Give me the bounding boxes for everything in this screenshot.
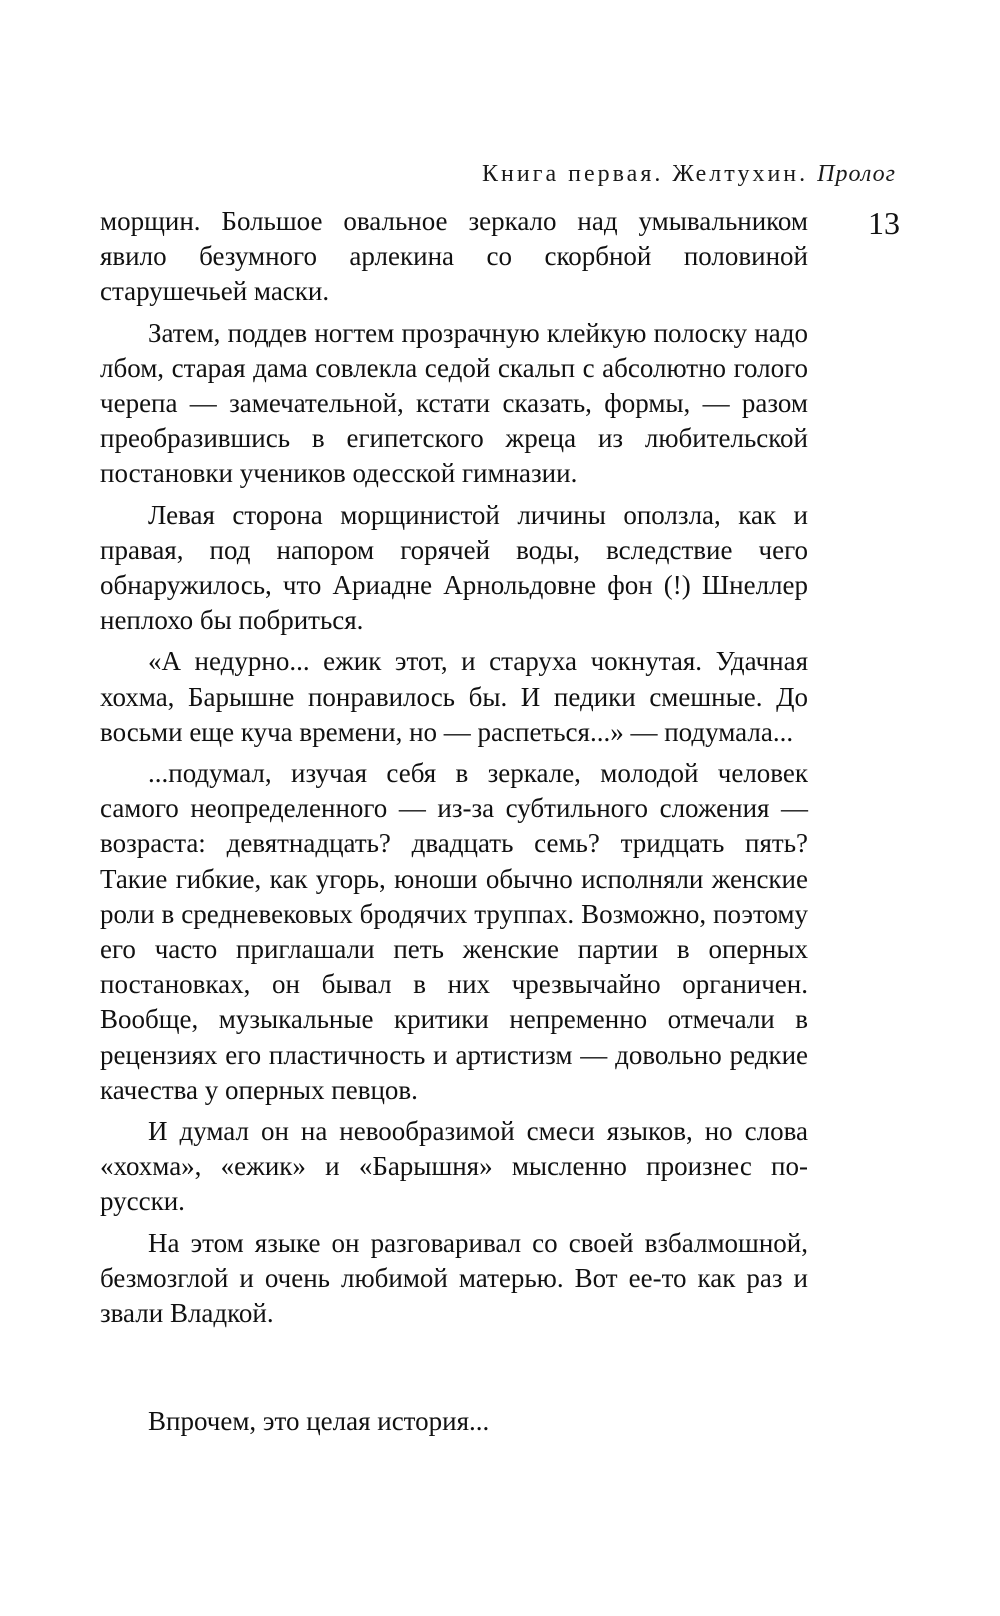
body-text — [100, 204, 808, 1337]
page-number: 13 — [868, 205, 900, 241]
paragraph: На этом языке он разговаривал со своей взбалмошной, безмозглой и очень любимой матерью. Вот ее-то как раз и звали Владкой. — [100, 1227, 808, 1329]
paragraph: морщин. Большое овальное зеркало над умывальником явило безумного арлекина со скорбной половиной старушечьей маски. — [100, 206, 808, 307]
running-head — [0, 158, 896, 190]
paragraph: Левая сторона морщинистой личины оползла, как и правая, под напором горячей воды, вследствие чего обнаружилось, что Ариадне Арнольдовне фон (!) Шнеллер неплохо бы побриться. — [100, 499, 808, 636]
running-head-title: Книга первая. Желтухин. — [481, 161, 809, 187]
paragraph: Затем, поддев ногтем прозрачную клейкую полоску надо лбом, старая дама совлекла седой скальп с абсолютно голого черепа — замечательной, кстати сказать, формы, — разом преобразившись в египетского жреца из любительской постановки учеников одесской гимназии. — [100, 317, 808, 489]
running-head-section: Пролог — [817, 161, 896, 187]
paragraph: ...подумал, изучая себя в зеркале, молодой человек самого неопределенного — из-за субтильного сложения — возраста: девятнадцать? двадцать семь? тридцать пять? Такие гибкие, как угорь, юноши обычно исполняли женские роли в средневековых бродячих труппах. Возможно, поэтому его часто приглашали петь женские партии в оперных постановках, он бывал в них чрезвычайно органичен. Вообще, музыкальные критики непременно отмечали в рецензиях его пластичность и артистизм — довольно редкие качества у оперных певцов. — [100, 758, 808, 1105]
closing-line: Впрочем, это целая история... — [148, 1406, 490, 1436]
paragraph: И думал он на невообразимой смеси языков, но слова «хохма», «ежик» и «Барышня» мысленно произнес по-русски. — [100, 1116, 808, 1217]
paragraph: «А недурно... ежик этот, и старуха чокнутая. Удачная хохма, Барышне понравилось бы. И педики смешные. До восьми еще куча времени, но — распеться...» — подумала... — [100, 646, 808, 747]
